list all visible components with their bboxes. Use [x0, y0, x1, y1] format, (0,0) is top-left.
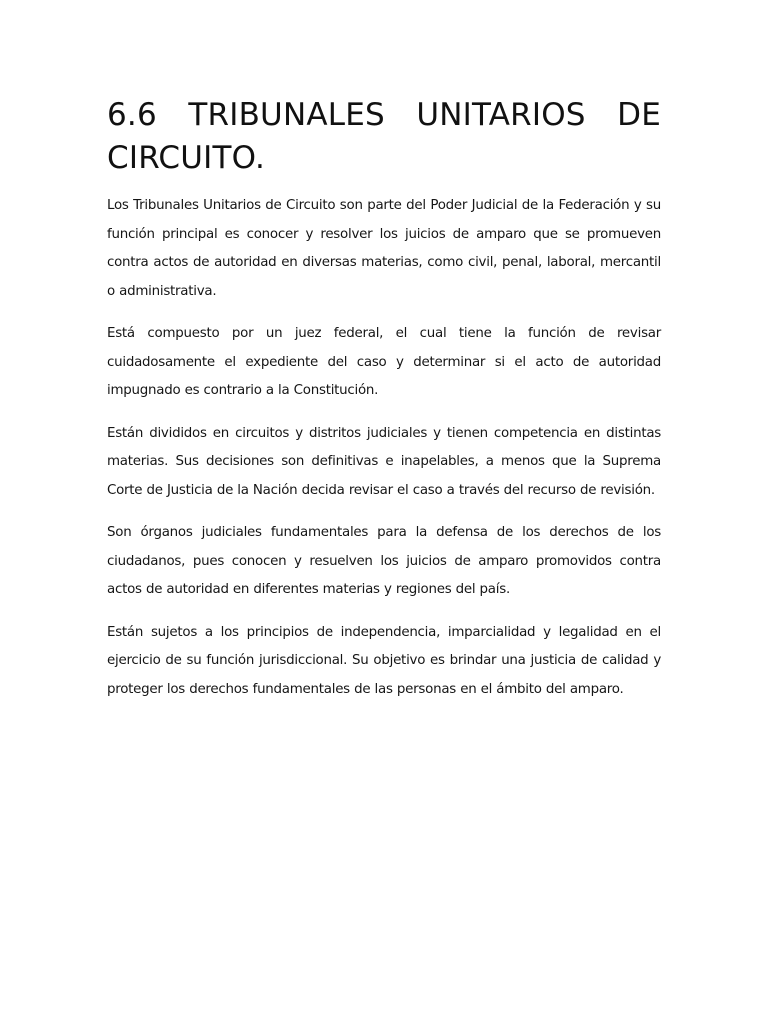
paragraph-2: Está compuesto por un juez federal, el cual tiene la función de revisar cuidadosamente el expediente del caso y determinar si el acto de autoridad impugnado es contrario a la Constitución. — [107, 326, 661, 398]
paragraph-1: Los Tribunales Unitarios de Circuito son parte del Poder Judicial de la Federación y su función principal es conocer y resolver los juicios de amparo que se promueven contra actos de autoridad en diversas materias, como civil, penal, laboral, mercantil o administrativa. — [107, 198, 661, 299]
section-heading: 6.6 TRIBUNALES UNITARIOS DE CIRCUITO. — [107, 97, 661, 176]
paragraph-3: Están divididos en circuitos y distritos judiciales y tienen competencia en distintas materias. Sus decisiones son definitivas e inapelables, a menos que la Suprema Corte de Justicia de la Nación decida revisar el caso a través del recurso de revisión. — [107, 425, 661, 498]
paragraph-4: Son órganos judiciales fundamentales para la defensa de los derechos de los ciudadanos, pues conocen y resuelven los juicios de amparo promovidos contra actos de autoridad en diferentes materias y regiones del país. — [107, 525, 661, 597]
paragraph-5: Están sujetos a los principios de independencia, imparcialidad y legalidad en el ejercicio de su función jurisdiccional. Su objetivo es brindar una justicia de calidad y proteger los derechos fundamentales de las personas en el ámbito del amparo. — [107, 624, 661, 697]
document-body — [107, 94, 661, 718]
